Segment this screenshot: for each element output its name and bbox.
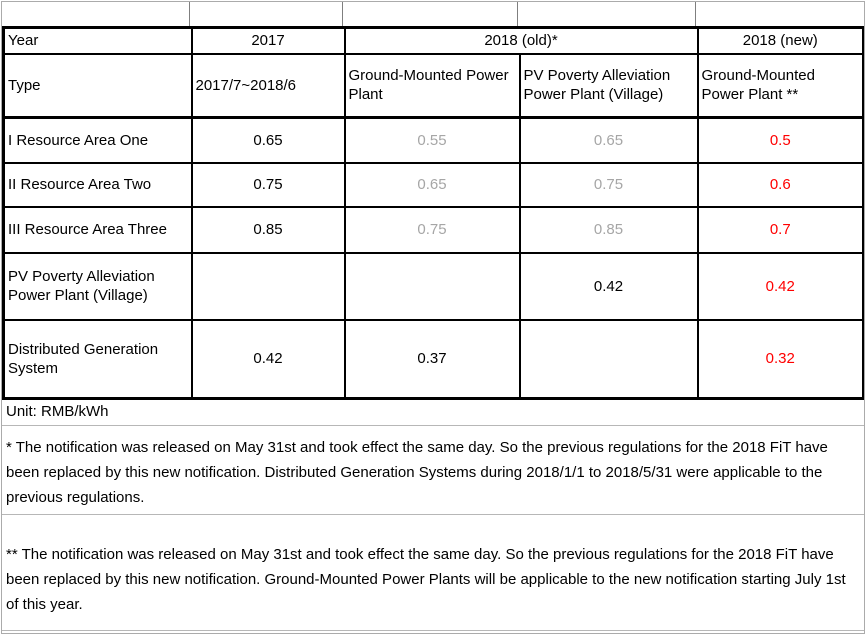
value-2018-old-ground: 0.65 — [345, 163, 520, 207]
value-2018-new: 0.42 — [698, 253, 864, 320]
year-header-row — [4, 28, 864, 54]
empty-cell — [518, 2, 696, 26]
value-2017 — [192, 253, 345, 320]
value-2018-old-ground: 0.37 — [345, 320, 520, 399]
table-row — [4, 253, 864, 320]
value-2017: 0.65 — [192, 118, 345, 163]
value-2018-new: 0.7 — [698, 207, 864, 253]
value-2018-old-ground: 0.75 — [345, 207, 520, 253]
value-2018-old-pv: 0.65 — [520, 118, 698, 163]
empty-cell — [696, 2, 862, 26]
value-2017: 0.42 — [192, 320, 345, 399]
row-label: Distributed Generation System — [4, 320, 192, 399]
type-header-row — [4, 54, 864, 118]
value-2018-new: 0.32 — [698, 320, 864, 399]
table-row — [4, 118, 864, 163]
year-header-label: Year — [4, 28, 192, 54]
row-label: I Resource Area One — [4, 118, 192, 163]
type-2018-old-ground-header: Ground-Mounted Power Plant — [345, 54, 520, 118]
type-2017-header: 2017/7~2018/6 — [192, 54, 345, 118]
value-2018-old-ground: 0.55 — [345, 118, 520, 163]
value-2018-new: 0.5 — [698, 118, 864, 163]
row-label: II Resource Area Two — [4, 163, 192, 207]
value-2018-old-ground — [345, 253, 520, 320]
row-label: PV Poverty Alleviation Power Plant (Village) — [4, 253, 192, 320]
empty-cell — [343, 2, 518, 26]
type-header-label: Type — [4, 54, 192, 118]
table-row — [4, 163, 864, 207]
unit-note: Unit: RMB/kWh — [2, 400, 864, 426]
value-2017: 0.85 — [192, 207, 345, 253]
value-2017: 0.75 — [192, 163, 345, 207]
row-label: III Resource Area Three — [4, 207, 192, 253]
fit-table-sheet — [1, 1, 865, 634]
footnote-single-star: * The notification was released on May 31st and took effect the same day. So the previous regulations for the 2018 FiT have been replaced by this new notification. Distributed Generation Systems during 2018/1/1 to 2018/5/31 were applicable to the previous regulations. — [2, 426, 864, 515]
value-2018-old-pv: 0.75 — [520, 163, 698, 207]
value-2018-old-pv — [520, 320, 698, 399]
empty-cell — [190, 2, 343, 26]
type-2018-old-pv-header: PV Poverty Alleviation Power Plant (Village) — [520, 54, 698, 118]
year-2018-new-header: 2018 (new) — [698, 28, 864, 54]
top-gridline-row — [2, 2, 864, 26]
empty-cell — [2, 2, 190, 26]
value-2018-old-pv: 0.42 — [520, 253, 698, 320]
value-2018-old-pv: 0.85 — [520, 207, 698, 253]
table-row — [4, 207, 864, 253]
value-2018-new: 0.6 — [698, 163, 864, 207]
year-2017-header: 2017 — [192, 28, 345, 54]
type-2018-new-ground-header: Ground-Mounted Power Plant ** — [698, 54, 864, 118]
footnote-double-star: ** The notification was released on May 31st and took effect the same day. So the previous regulations for the 2018 FiT have been replaced by this new notification. Ground-Mounted Power Plants will be applicable to the new notification starting July 1st of this year. — [2, 515, 864, 631]
year-2018-old-header: 2018 (old)* — [345, 28, 698, 54]
fit-table — [2, 26, 865, 400]
table-row — [4, 320, 864, 399]
